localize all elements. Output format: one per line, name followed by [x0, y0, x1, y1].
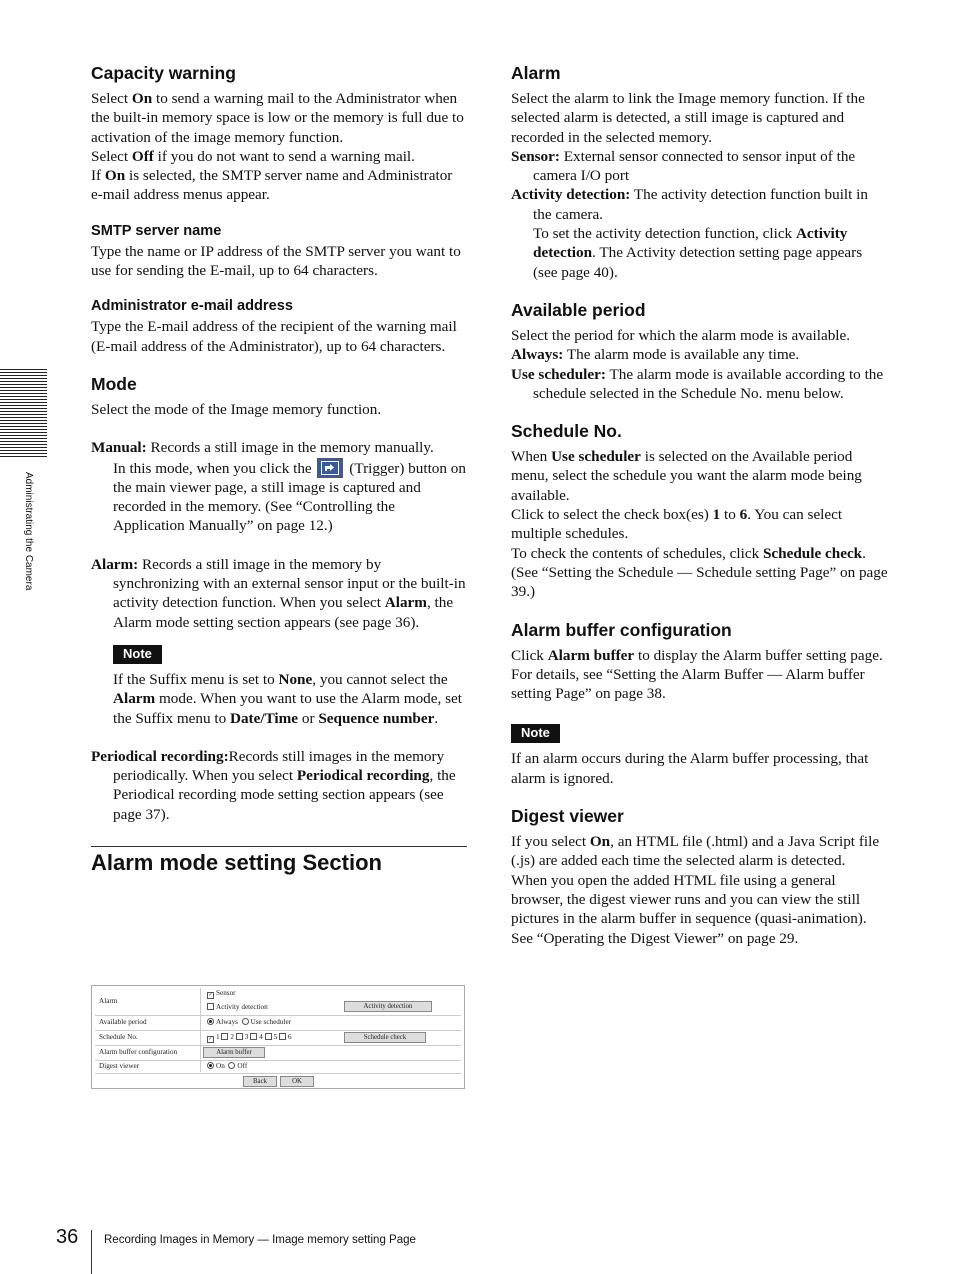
alarm-buffer-note-text: If an alarm occurs during the Alarm buffer processing, that alarm is ignored.	[511, 750, 869, 787]
mode-note-text: If the Suffix menu is set to None, you cannot select the Alarm mode. When you want to use the Alarm mode, set the Suffix menu to Date/Time or Sequence number.	[113, 670, 462, 727]
admin-email-paragraph: Type the E-mail address of the recipient of the warning mail (E-mail address of the Administrator), up to 64 characters.	[91, 318, 457, 355]
screenshot-back-button: Back	[243, 1076, 277, 1087]
running-footer: Recording Images in Memory — Image memory setting Page	[104, 1234, 416, 1246]
heading-admin-email: Administrator e-mail address	[91, 298, 293, 315]
alarm-buffer-paragraph-2: For details, see “Setting the Alarm Buffer — Alarm buffer setting Page” on page 38.	[511, 665, 865, 703]
heading-smtp-server-name: SMTP server name	[91, 222, 222, 239]
screenshot-activity-detection-button: Activity detection	[344, 1001, 432, 1012]
screenshot-digest-viewer-options: On Off	[207, 1062, 247, 1070]
section-tab-marker	[0, 369, 47, 459]
alarm-sensor-item: Sensor: External sensor connected to sensor input of the camera I/O port	[511, 147, 856, 185]
heading-alarm: Alarm	[511, 63, 561, 83]
heading-mode: Mode	[91, 373, 137, 394]
available-period-scheduler-item: Use scheduler: The alarm mode is available according to the schedule selected in the Schedule No. menu below.	[511, 365, 884, 402]
alarm-buffer-note-badge: Note	[511, 724, 560, 743]
trigger-icon	[317, 458, 343, 478]
note-badge: Note	[113, 645, 162, 664]
digest-viewer-paragraph-2: When you open the added HTML file using a general browser, the digest viewer runs and you can view the still pictures in the alarm buffer in sequence (quasi-animation).	[511, 871, 867, 928]
mode-periodical-item: Periodical recording:Records still images in the memory periodically. When you select Periodical recording, the Periodical recording mode setting section appears (see page 37).	[91, 747, 456, 823]
capacity-warning-paragraph-3: If On is selected, the SMTP server name and Administrator e-mail address menus appear.	[91, 167, 453, 204]
alarm-mode-settings-screenshot	[91, 985, 465, 1089]
schedule-no-paragraph-2: Click to select the check box(es) 1 to 6. You can select multiple schedules.	[511, 506, 843, 543]
heading-alarm-buffer: Alarm buffer configuration	[511, 619, 732, 640]
schedule-no-paragraph-1: When Use scheduler is selected on the Available period menu, select the schedule you want the alarm mode being available.	[511, 448, 862, 504]
right-column	[511, 62, 889, 948]
digest-viewer-paragraph-1: If you select On, an HTML file (.html) and a Java Script file (.js) are added each time the selected alarm is detected.	[511, 833, 880, 870]
screenshot-sensor-option: ✓ Sensor	[208, 989, 236, 998]
screenshot-activity-detection-option: Activity detection	[207, 1003, 268, 1011]
smtp-server-paragraph: Type the name or IP address of the SMTP server you want to use for sending the E-mail, up to 64 characters.	[91, 242, 461, 280]
footer-divider	[91, 1230, 92, 1274]
heading-digest-viewer: Digest viewer	[511, 806, 624, 827]
screenshot-schedule-checkboxes: ✓ 1 2 3 4 5 6	[208, 1033, 292, 1042]
mode-manual-detail: In this mode, when you click the (Trigger) button on the main viewer page, a still image is captured and recorded in the memory. (See “Controlling the Application Manually” on page 12.)	[113, 459, 466, 535]
mode-note	[91, 644, 467, 728]
alarm-buffer-paragraph-1: Click Alarm buffer to display the Alarm buffer setting page.	[511, 646, 883, 664]
left-column	[91, 62, 467, 876]
schedule-no-paragraph-3: To check the contents of schedules, click Schedule check. (See “Setting the Schedule — Schedule setting Page” on page 39.)	[511, 544, 888, 601]
capacity-warning-paragraph-1: Select On to send a warning mail to the Administrator when the built-in memory space is low or the memory is full due to activation of the image memory function.	[91, 90, 464, 146]
digest-viewer-paragraph-3: See “Operating the Digest Viewer” on page 29.	[511, 929, 799, 947]
screenshot-ok-button: OK	[280, 1076, 314, 1087]
screenshot-digest-viewer-label: Digest viewer	[99, 1062, 140, 1070]
heading-capacity-warning: Capacity warning	[91, 63, 236, 83]
mode-alarm-item: Alarm: Records a still image in the memory by synchronizing with an external sensor input or the built-in activity detection function. When you select Alarm, the Alarm mode setting section appears (see page 36).	[91, 555, 466, 631]
alarm-activity-item: Activity detection: The activity detection function built in the camera.	[511, 186, 868, 223]
sidebar-section-label: Administrating the Camera	[23, 472, 34, 591]
capacity-warning-paragraph-2: Select Off if you do not want to send a warning mail.	[91, 147, 415, 165]
alarm-activity-detail: To set the activity detection function, click Activity detection. The Activity detection setting page appears (see page 40).	[533, 225, 863, 281]
mode-intro: Select the mode of the Image memory function.	[91, 400, 382, 418]
screenshot-alarm-buffer-label: Alarm buffer configuration	[99, 1048, 178, 1056]
available-period-always-item: Always: The alarm mode is available any time.	[511, 346, 800, 364]
section-title-alarm-mode: Alarm mode setting Section	[91, 846, 467, 876]
page-number: 36	[56, 1226, 79, 1248]
heading-available-period: Available period	[511, 299, 646, 320]
mode-manual-item: Manual: Records a still image in the memory manually.	[91, 439, 434, 457]
screenshot-schedule-no-label: Schedule No.	[99, 1033, 138, 1041]
screenshot-alarm-buffer-button: Alarm buffer	[203, 1047, 265, 1058]
alarm-intro: Select the alarm to link the Image memory function. If the selected alarm is detected, a still image is captured and recorded in the selected memory.	[511, 90, 865, 146]
screenshot-available-period-options: Always Use scheduler	[207, 1018, 291, 1026]
available-period-intro: Select the period for which the alarm mode is available.	[511, 326, 851, 344]
screenshot-available-period-label: Available period	[99, 1018, 147, 1026]
screenshot-alarm-label: Alarm	[99, 997, 118, 1005]
screenshot-schedule-check-button: Schedule check	[344, 1032, 426, 1043]
heading-schedule-no: Schedule No.	[511, 421, 622, 442]
